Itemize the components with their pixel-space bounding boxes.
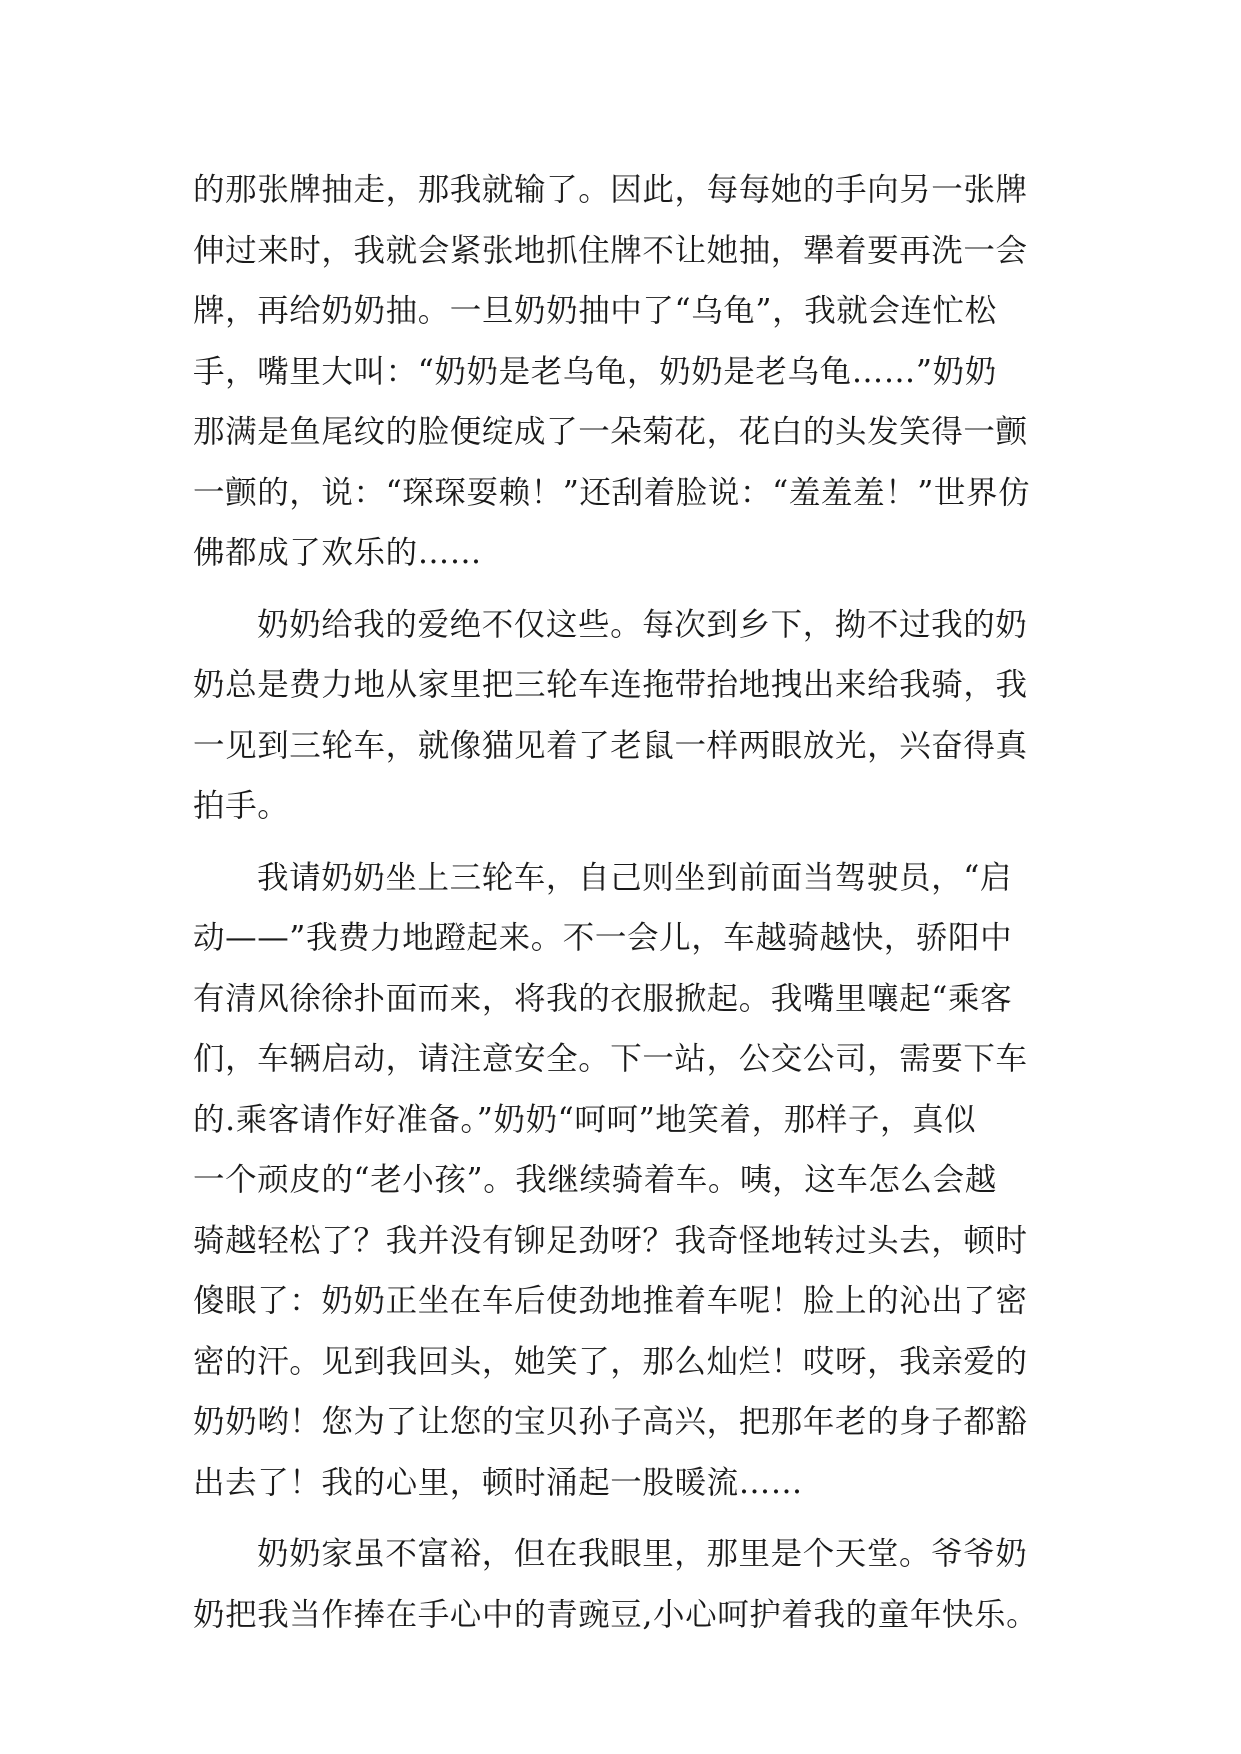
paragraph-spacing: [193, 1513, 1053, 1524]
paragraph-spacing: [193, 584, 1053, 595]
text-line: 奶奶哟！您为了让您的宝贝孙子高兴，把那年老的身子都豁: [193, 1404, 1028, 1440]
text-line: 的.乘客请作好准备。”奶奶“呵呵”地笑着，那样子，真似: [193, 1101, 977, 1138]
text-line: 牌，再给奶奶抽。一旦奶奶抽中了“乌龟”，我就会连忙松: [193, 293, 997, 329]
paragraph-2: [193, 595, 1053, 837]
text-line: 奶总是费力地从家里把三轮车连拖带抬地拽出来给我骑，我: [193, 667, 1028, 703]
text-line: 手，嘴里大叫：“奶奶是老乌龟，奶奶是老乌龟……”奶奶: [193, 353, 997, 390]
paragraph-spacing: [193, 837, 1053, 848]
text-line: 骑越轻松了？我并没有铆足劲呀？我奇怪地转过头去，顿时: [193, 1222, 1028, 1259]
text-line: 那满是鱼尾纹的脸便绽成了一朵菊花，花白的头发笑得一颤: [193, 414, 1028, 450]
paragraph-4: [193, 1524, 1053, 1645]
text-line: 一见到三轮车，就像猫见着了老鼠一样两眼放光，兴奋得真: [193, 727, 1028, 764]
text-line: 奶把我当作捧在手心中的青豌豆,小心呵护着我的童年快乐。: [193, 1596, 1039, 1633]
body-text: [193, 160, 1053, 1645]
text-line: 拍手。: [193, 788, 290, 824]
text-line: 的那张牌抽走，那我就输了。因此，每每她的手向另一张牌: [193, 172, 1028, 208]
text-line: 奶奶给我的爱绝不仅这些。每次到乡下，拗不过我的奶: [257, 606, 1028, 643]
text-line: 傻眼了：奶奶正坐在车后使劲地推着车呢！脸上的沁出了密: [193, 1283, 1028, 1319]
paragraph-3: [193, 848, 1053, 1514]
text-line: 动——”我费力地蹬起来。不一会儿，车越骑越快，骄阳中: [193, 920, 1013, 956]
text-line: 们，车辆启动，请注意安全。下一站，公交公司，需要下车: [193, 1041, 1028, 1077]
text-line: 伸过来时，我就会紧张地抓住牌不让她抽，犟着要再洗一会: [193, 232, 1028, 269]
text-line: 一颤的，说：“琛琛耍赖！”还刮着脸说：“羞羞羞！”世界仿: [193, 474, 1031, 511]
text-line: 一个顽皮的“老小孩”。我继续骑着车。咦，这车怎么会越: [193, 1162, 997, 1198]
paragraph-1: [193, 160, 1053, 584]
text-line: 密的汗。见到我回头，她笑了，那么灿烂！哎呀，我亲爱的: [193, 1343, 1028, 1380]
text-line: 佛都成了欢乐的……: [193, 535, 482, 571]
text-line: 我请奶奶坐上三轮车，自己则坐到前面当驾驶员，“启: [257, 859, 1013, 896]
text-line: 出去了！我的心里，顿时涌起一股暖流……: [193, 1464, 803, 1501]
text-line: 有清风徐徐扑面而来，将我的衣服掀起。我嘴里嚷起“乘客: [193, 980, 1013, 1017]
text-line: 奶奶家虽不富裕，但在我眼里，那里是个天堂。爷爷奶: [257, 1536, 1028, 1572]
